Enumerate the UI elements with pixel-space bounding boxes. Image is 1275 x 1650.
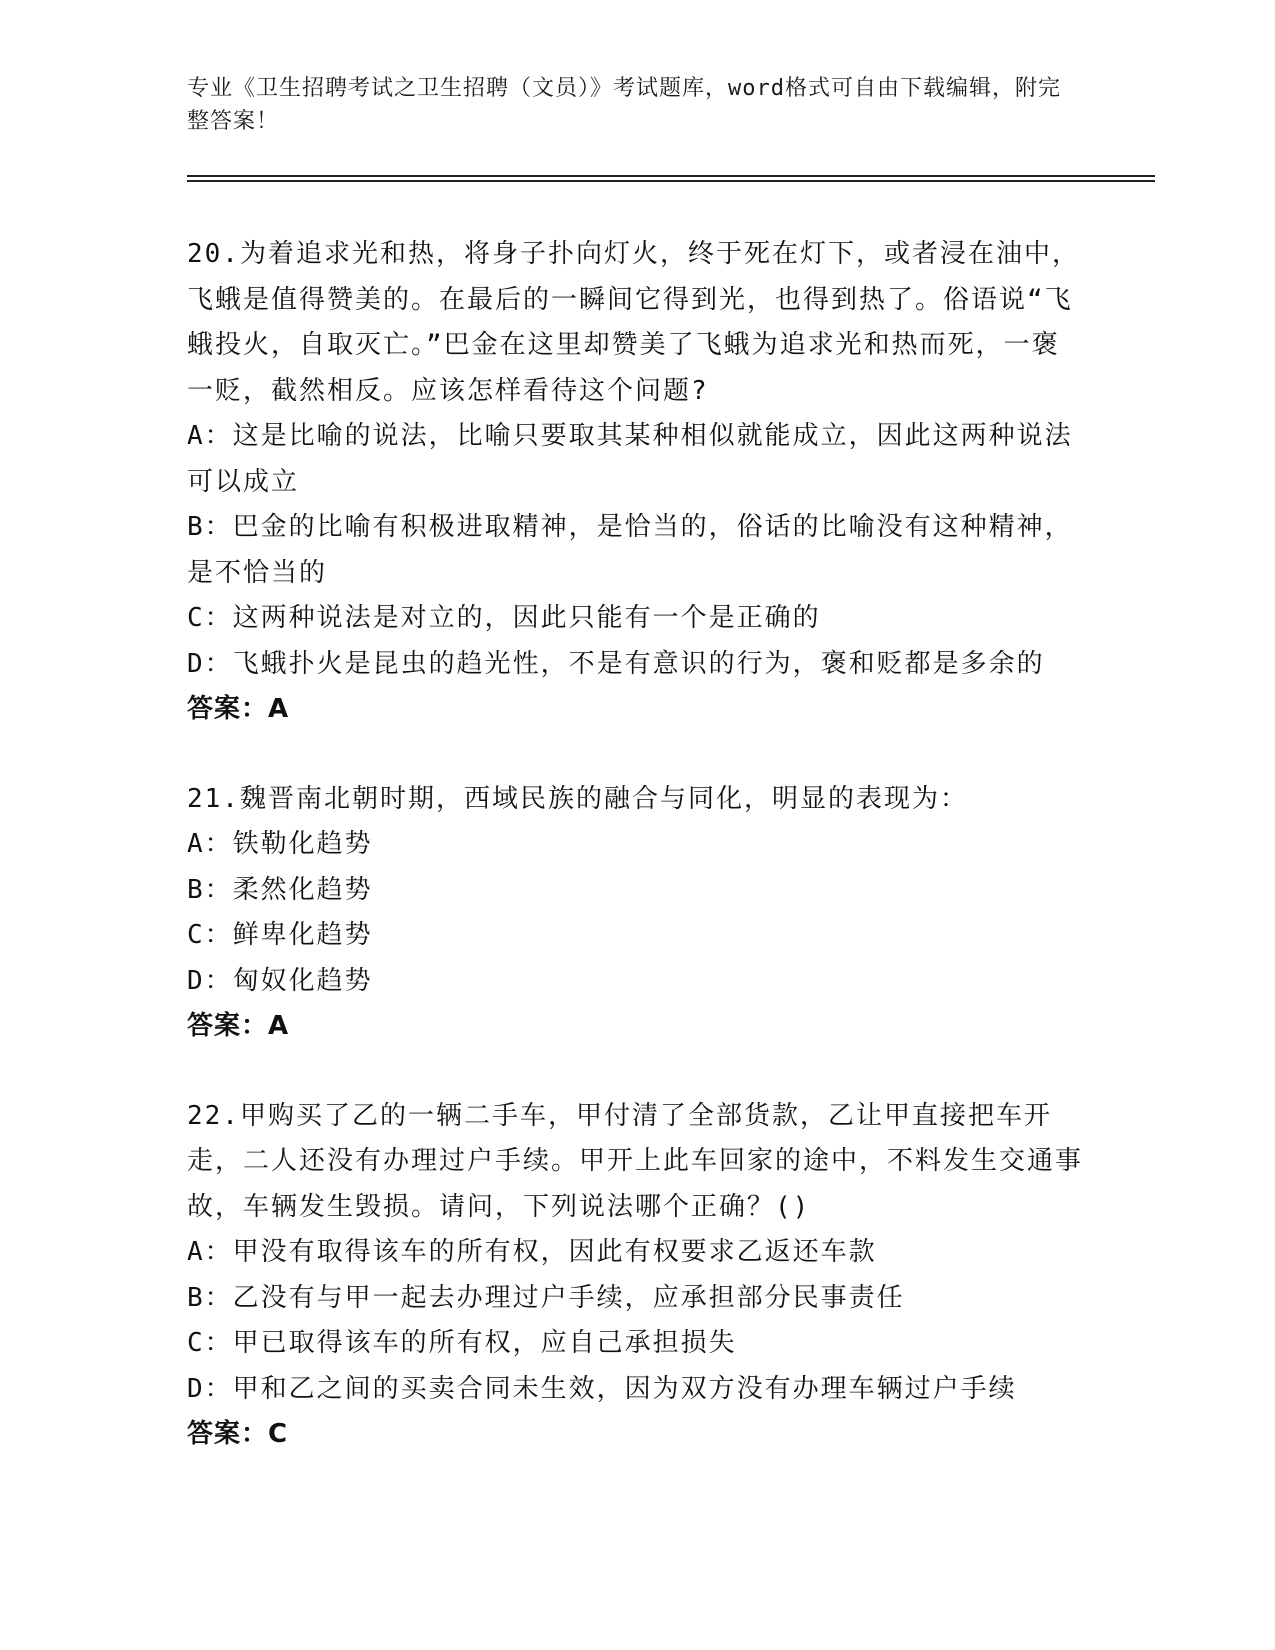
option-c: C：这两种说法是对立的，因此只能有一个是正确的 <box>187 603 821 633</box>
answer: 答案：C <box>187 1419 289 1449</box>
question-list <box>187 232 1087 1502</box>
option-a: A：这是比喻的说法，比喻只要取其某种相似就能成立，因此这两种说法可以成立 <box>187 421 1073 497</box>
header-divider <box>187 175 1155 182</box>
answer: 答案：A <box>187 694 290 724</box>
option-d: D：匈奴化趋势 <box>187 965 373 996</box>
option-d: D：飞蛾扑火是昆虫的趋光性，不是有意识的行为，褒和贬都是多余的 <box>187 648 1045 679</box>
question-22 <box>187 1094 1087 1458</box>
option-c: C：甲已取得该车的所有权，应自己承担损失 <box>187 1328 737 1358</box>
option-b: B：巴金的比喻有积极进取精神，是恰当的，俗话的比喻没有这种精神，是不恰当的 <box>187 512 1073 588</box>
option-b: B：柔然化趋势 <box>187 874 373 905</box>
question-text: 22.甲购买了乙的一辆二手车，甲付清了全部货款，乙让甲直接把车开走，二人还没有办理过户手续。甲开上此车回家的途中，不料发生交通事故，车辆发生毁损。请问，下列说法哪个正确？() <box>187 1100 1084 1222</box>
question-text: 20.为着追求光和热，将身子扑向灯火，终于死在灯下，或者浸在油中，飞蛾是值得赞美的。在最后的一瞬间它得到光，也得到热了。俗语说“飞蛾投火，自取灭亡。”巴金在这里却赞美了飞蛾为追求光和热而死，一褒一贬，截然相反。应该怎样看待这个问题? <box>187 239 1080 406</box>
option-c: C：鲜卑化趋势 <box>187 920 373 950</box>
option-d: D：甲和乙之间的买卖合同未生效，因为双方没有办理车辆过户手续 <box>187 1373 1017 1404</box>
question-text: 21.魏晋南北朝时期，西域民族的融合与同化，明显的表现为： <box>187 783 968 814</box>
option-a: A：铁勒化趋势 <box>187 829 373 859</box>
document-header: 专业《卫生招聘考试之卫生招聘（文员）》考试题库，word格式可自由下载编辑，附完整答案！ <box>187 76 1061 134</box>
option-a: A：甲没有取得该车的所有权，因此有权要求乙返还车款 <box>187 1237 877 1267</box>
answer: 答案：A <box>187 1011 290 1041</box>
option-b: B：乙没有与甲一起去办理过户手续，应承担部分民事责任 <box>187 1282 905 1313</box>
question-21 <box>187 777 1087 1050</box>
question-20 <box>187 232 1087 733</box>
